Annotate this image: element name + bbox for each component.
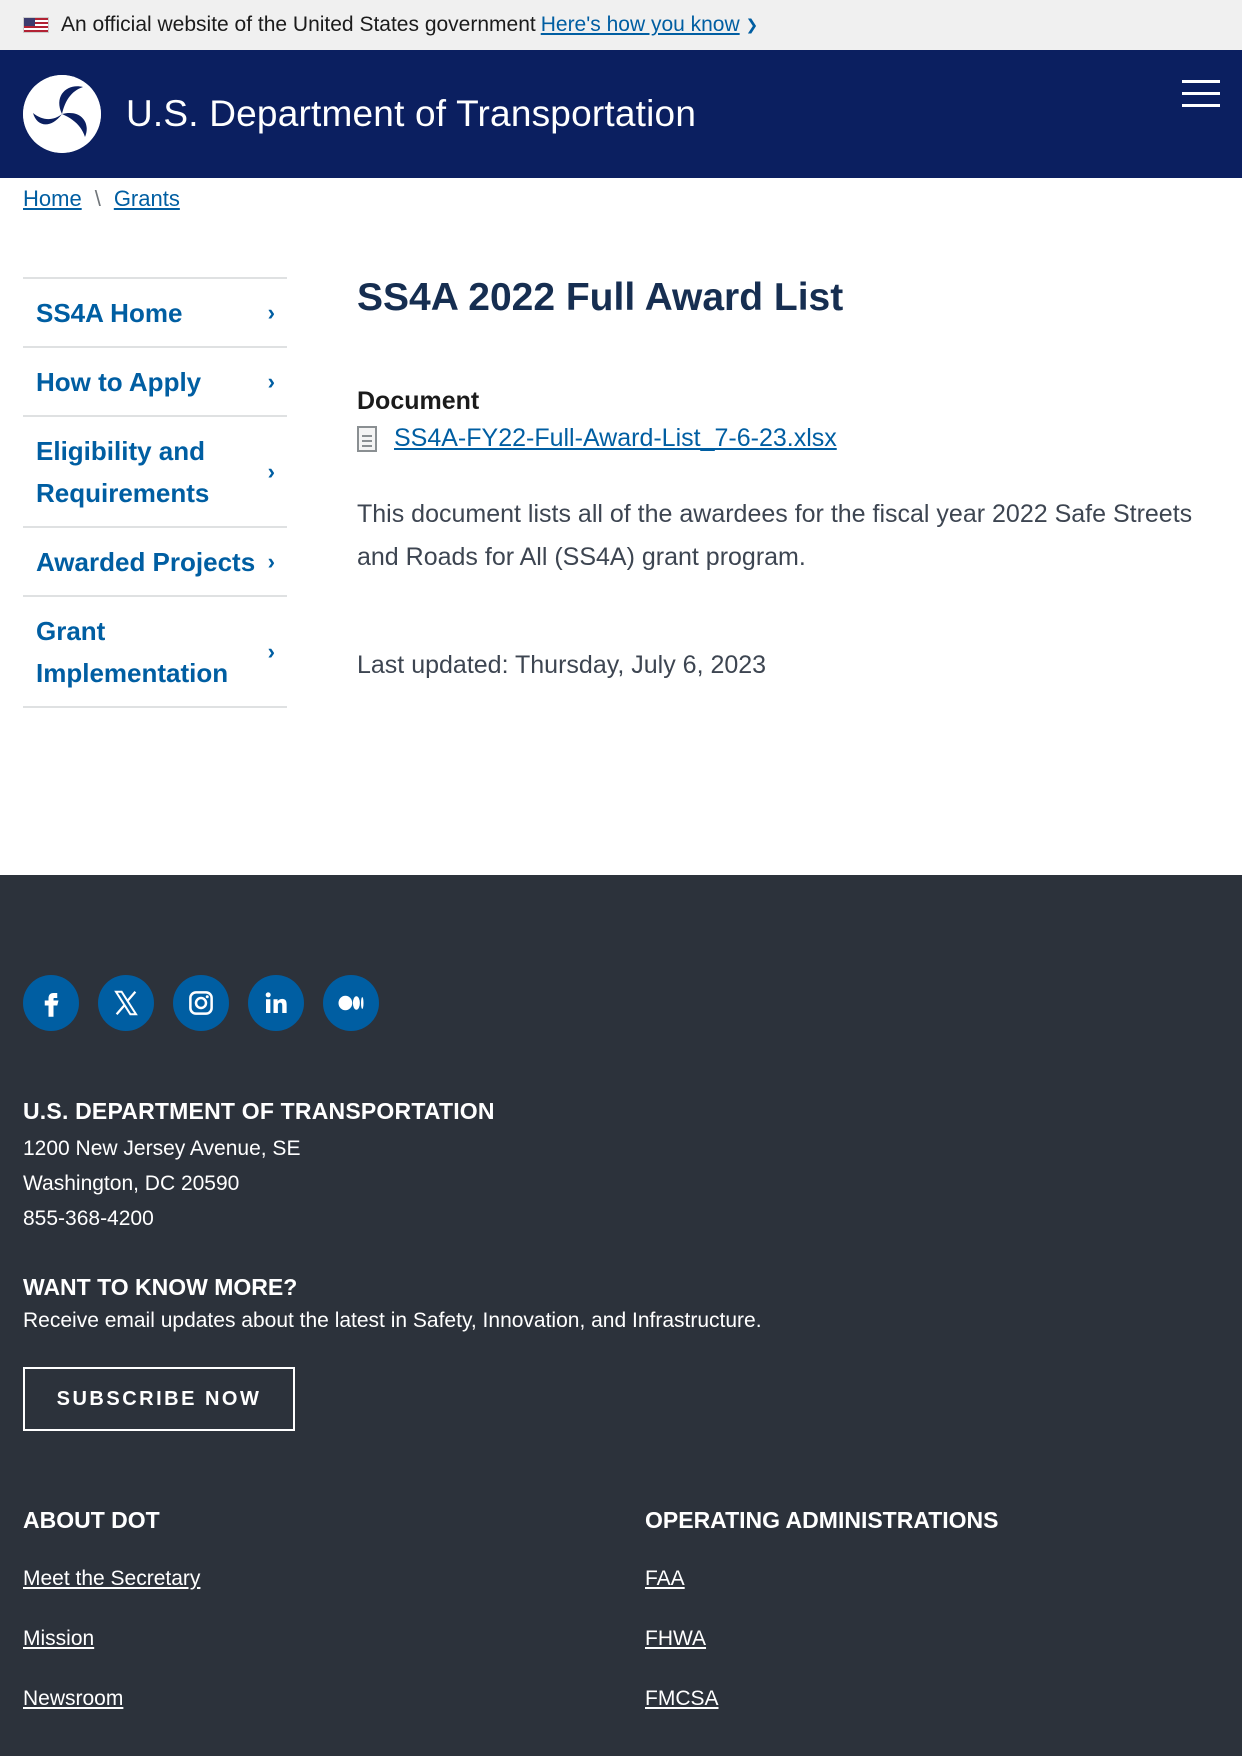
address-line-1: 1200 New Jersey Avenue, SE [23, 1137, 301, 1160]
footer-want-text: Receive email updates about the latest in Safety, Innovation, and Infrastructure. [23, 1309, 762, 1332]
sidenav-item-label: Grant Implementation [36, 615, 229, 688]
sidenav-item-eligibility[interactable] [23, 417, 287, 528]
last-updated: Last updated: Thursday, July 6, 2023 [357, 651, 767, 679]
sidenav-item-awarded-projects[interactable] [23, 528, 287, 597]
chevron-right-icon: › [267, 299, 275, 325]
sidenav-item-label: SS4A Home [36, 297, 183, 328]
footer-link-newsroom[interactable]: Newsroom [23, 1687, 124, 1710]
footer-want-heading: WANT TO KNOW MORE? [23, 1274, 298, 1300]
footer-link-faa[interactable]: FAA [645, 1567, 685, 1590]
chevron-right-icon: › [267, 458, 275, 484]
spreadsheet-file-icon [357, 426, 377, 452]
footer-about-column [23, 1507, 200, 1729]
footer-about-heading: ABOUT DOT [23, 1507, 160, 1533]
footer-operating-column [645, 1507, 999, 1729]
gov-banner [0, 0, 1242, 50]
footer-link-meet-the-secretary[interactable]: Meet the Secretary [23, 1567, 201, 1590]
sidenav-item-ss4a-home[interactable] [23, 279, 287, 348]
footer-operating-heading: OPERATING ADMINISTRATIONS [645, 1507, 999, 1533]
gov-banner-text: An official website of the United States government [61, 13, 536, 36]
footer-link-mission[interactable]: Mission [23, 1627, 95, 1650]
footer-link-fmcsa[interactable]: FMCSA [645, 1687, 719, 1710]
dot-logo-icon[interactable] [23, 75, 101, 153]
footer-address [23, 1131, 300, 1236]
sidenav-item-how-to-apply[interactable] [23, 348, 287, 417]
hamburger-menu-icon[interactable] [1182, 80, 1220, 112]
sidenav-item-label: Awarded Projects [36, 546, 256, 577]
footer-link-fhwa[interactable]: FHWA [645, 1627, 707, 1650]
breadcrumb-separator: \ [94, 186, 101, 211]
page-title: SS4A 2022 Full Award List [357, 276, 844, 319]
chevron-right-icon: › [267, 638, 275, 664]
site-title[interactable]: U.S. Department of Transportation [126, 93, 697, 134]
footer-org-name: U.S. DEPARTMENT OF TRANSPORTATION [23, 1098, 495, 1124]
heres-how-you-know-link[interactable]: Here's how you know [540, 13, 740, 36]
document-download-link[interactable]: SS4A-FY22-Full-Award-List_7-6-23.xlsx [394, 424, 837, 452]
footer-phone: 855-368-4200 [23, 1207, 154, 1230]
chevron-down-icon[interactable]: ❯ [745, 17, 759, 34]
breadcrumb-grants[interactable]: Grants [113, 186, 180, 211]
site-footer [0, 875, 1242, 1756]
document-label: Document [357, 387, 480, 415]
side-navigation [23, 277, 287, 708]
site-header [0, 50, 1242, 178]
breadcrumb-home[interactable]: Home [23, 186, 82, 211]
breadcrumb [23, 186, 180, 212]
address-line-2: Washington, DC 20590 [23, 1172, 240, 1195]
medium-icon[interactable] [323, 975, 379, 1031]
sidenav-item-label: How to Apply [36, 366, 202, 397]
linkedin-icon[interactable] [248, 975, 304, 1031]
chevron-right-icon: › [267, 368, 275, 394]
chevron-right-icon: › [267, 548, 275, 574]
document-row [357, 424, 1217, 453]
us-flag-icon [23, 17, 49, 33]
document-description: This document lists all of the awardees for the fiscal year 2022 Safe Streets and Roads for All (SS4A) grant program. [357, 500, 1193, 571]
subscribe-button[interactable]: SUBSCRIBE NOW [23, 1367, 295, 1431]
sidenav-item-grant-implementation[interactable] [23, 597, 287, 708]
x-icon[interactable] [98, 975, 154, 1031]
social-links [23, 975, 398, 1031]
main-content [357, 270, 1217, 680]
instagram-icon[interactable] [173, 975, 229, 1031]
facebook-icon[interactable] [23, 975, 79, 1031]
sidenav-item-label: Eligibility and Requirements [36, 435, 210, 508]
